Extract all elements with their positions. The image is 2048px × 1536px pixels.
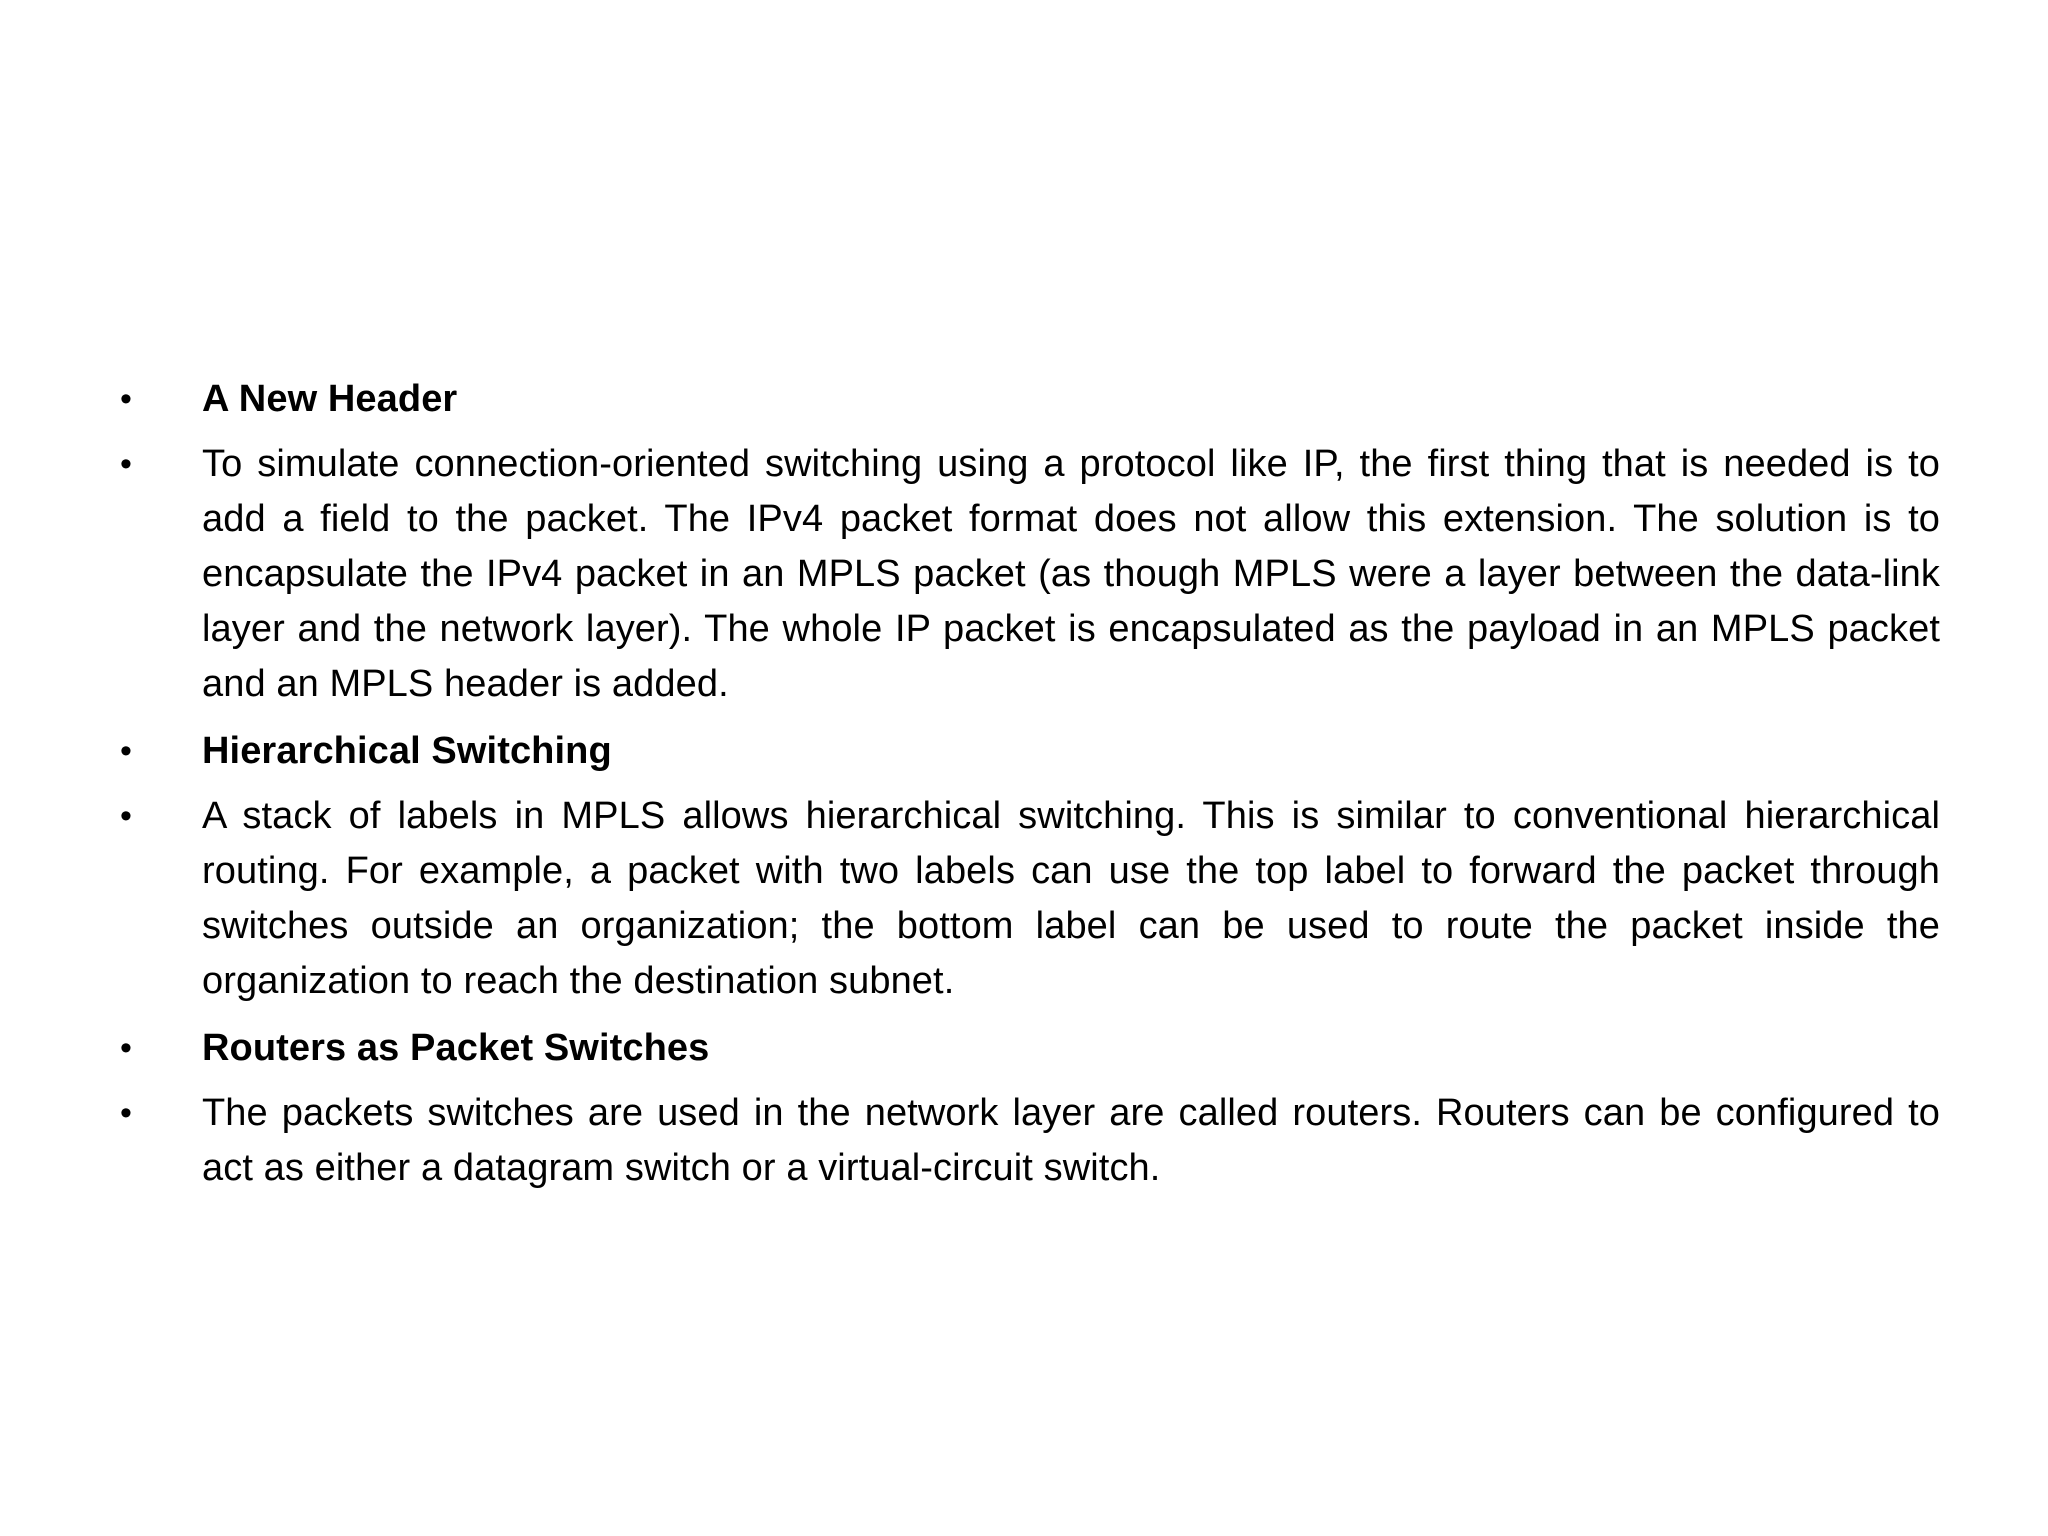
bullet-icon: • [120,380,132,418]
paragraph-routers-as-packet-switches: The packets switches are used in the network layer are called routers. Routers can be configured to act as either a datagram switch or a virtual-circuit switch. [202,1092,1940,1189]
heading-hierarchical-switching: Hierarchical Switching [202,730,612,772]
heading-routers-as-packet-switches: Routers as Packet Switches [202,1027,710,1069]
bullet-item-new-header-body [120,437,1940,712]
bullet-item-routers-body [120,1086,1940,1196]
heading-new-header: A New Header [202,378,458,420]
paragraph-new-header: To simulate connection-oriented switching using a protocol like IP, the first thing that is needed is to add a field to the packet. The IPv4 packet format does not allow this extension. The solution is to encapsulate the IPv4 packet in an MPLS packet (as though MPLS were a layer between the data-link layer and the network layer). The whole IP packet is encapsulated as the payload in an MPLS packet and an MPLS header is added. [202,443,1940,705]
bullet-icon: • [120,732,132,770]
bullet-icon: • [120,445,132,483]
bullet-icon: • [120,1094,132,1132]
bullet-item-hierarchical-switching-body [120,789,1940,1009]
bullet-icon: • [120,797,132,835]
bullet-list [120,372,1940,1206]
bullet-icon: • [120,1029,132,1067]
paragraph-hierarchical-switching: A stack of labels in MPLS allows hierarchical switching. This is similar to conventional hierarchical routing. For example, a packet with two labels can use the top label to forward the packet through switches outside an organization; the bottom label can be used to route the packet inside the organization to reach the destination subnet. [202,795,1940,1002]
bullet-item-new-header [120,372,1940,427]
bullet-item-hierarchical-switching [120,724,1940,779]
bullet-item-routers-as-packet-switches [120,1021,1940,1076]
